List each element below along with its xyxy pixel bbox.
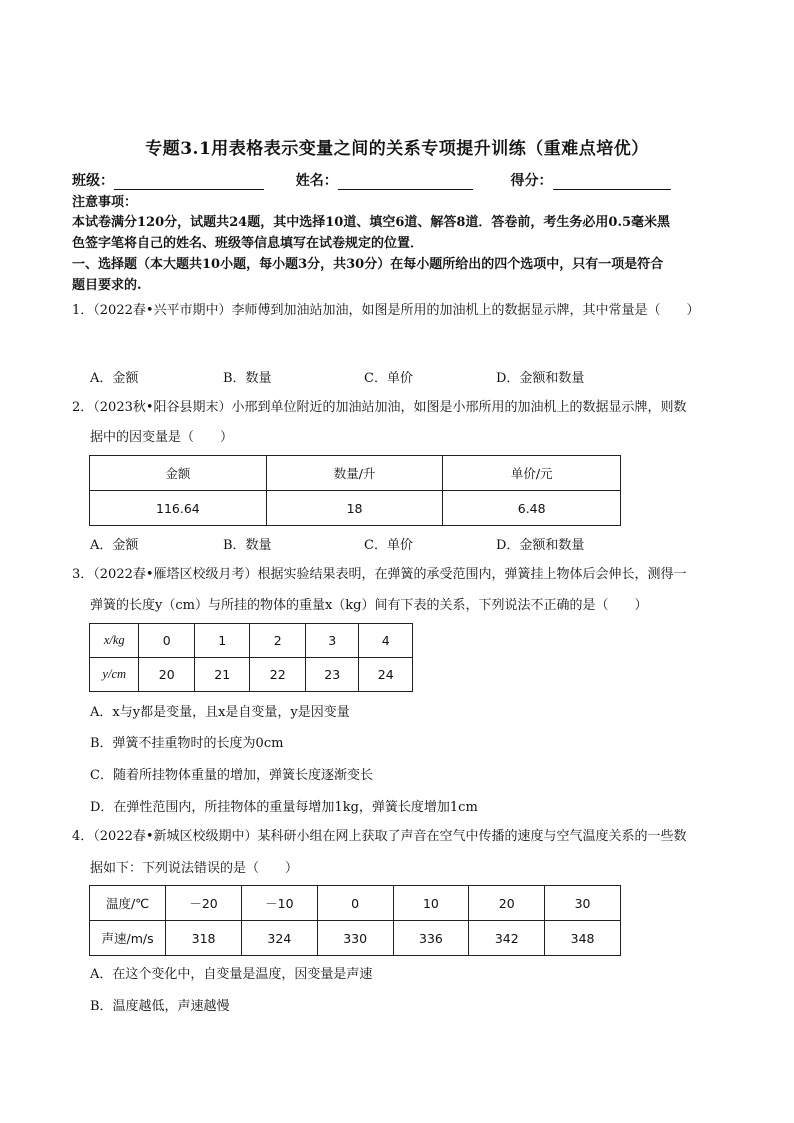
q2-stem-line-1: 2．（2023秋•阳谷县期末）小邢到单位附近的加油站加油，如图是小邢所用的加油机上的数据显示牌，则数: [72, 400, 687, 415]
q3-table: [89, 623, 413, 692]
score-blank[interactable]: [553, 175, 671, 190]
q4-row-speed-label: 声速/m/s: [90, 921, 166, 956]
q4-table: [89, 885, 621, 956]
section-heading-line-2: 题目要求的.: [72, 278, 142, 293]
q2-option-d[interactable]: D．金额和数量: [496, 538, 585, 553]
table-cell: 21: [194, 658, 250, 692]
table-cell: 1: [194, 624, 250, 658]
table-cell: 348: [545, 921, 621, 956]
table-cell: 22: [250, 658, 306, 692]
q1-option-b[interactable]: B．数量: [223, 371, 272, 386]
q2-header-quantity: 数量/升: [266, 456, 443, 491]
q2-value-quantity: 18: [266, 491, 443, 526]
q4-stem-line-2: 据如下：下列说法错误的是（ ）: [90, 861, 299, 876]
q1-option-a[interactable]: A．金额: [90, 371, 139, 386]
name-label: 姓名：: [295, 173, 338, 189]
table-row: [90, 921, 621, 956]
table-cell: 3: [306, 624, 359, 658]
table-cell: 24: [359, 658, 413, 692]
q2-header-amount: 金额: [90, 456, 267, 491]
table-cell: 10: [393, 886, 469, 921]
table-cell: －20: [166, 886, 242, 921]
table-row: [90, 886, 621, 921]
class-label: 班级：: [72, 173, 114, 189]
q3-stem-line-2: 弹簧的长度y（cm）与所挂的物体的重量x（kg）间有下表的关系，下列说法不正确的是（ ）: [90, 598, 648, 613]
table-cell: 336: [393, 921, 469, 956]
name-blank[interactable]: [338, 175, 473, 190]
q3-option-a[interactable]: A．x与y都是变量，且x是自变量，y是因变量: [90, 705, 350, 720]
q3-option-d[interactable]: D．在弹性范围内，所挂物体的重量每增加1kg，弹簧长度增加1cm: [90, 800, 478, 815]
class-blank[interactable]: [114, 175, 264, 190]
table-cell: 20: [469, 886, 545, 921]
notes-heading: 注意事项：: [72, 195, 138, 210]
q4-option-b[interactable]: B．温度越低，声速越慢: [90, 999, 230, 1014]
q2-option-a[interactable]: A．金额: [90, 538, 139, 553]
table-cell: 0: [139, 624, 195, 658]
table-cell: 324: [241, 921, 317, 956]
q3-stem-line-1: 3．（2022春•雁塔区校级月考）根据实验结果表明，在弹簧的承受范围内，弹簧挂上物体后会伸长，测得一: [72, 567, 687, 582]
score-label: 得分：: [510, 173, 553, 189]
student-info-row: [72, 170, 671, 190]
notes-line-1: 本试卷满分120分，试题共24题，其中选择10道、填空6道、解答8道．答卷前，考生务必用0.5毫米黑: [72, 215, 671, 230]
q2-header-price: 单价/元: [443, 456, 621, 491]
table-cell: 342: [469, 921, 545, 956]
q2-table: [89, 455, 621, 526]
table-cell: 20: [139, 658, 195, 692]
q3-option-c[interactable]: C．随着所挂物体重量的增加，弹簧长度逐渐变长: [90, 768, 373, 783]
table-row: [90, 456, 621, 491]
q2-value-amount: 116.64: [90, 491, 267, 526]
q1-options: [90, 367, 730, 387]
table-cell: 0: [317, 886, 393, 921]
table-row: [90, 658, 413, 692]
q2-stem-line-2: 据中的因变量是（ ）: [90, 430, 234, 445]
table-cell: 330: [317, 921, 393, 956]
q2-value-price: 6.48: [443, 491, 621, 526]
q3-row-y-label: y/cm: [90, 658, 139, 692]
notes-line-2: 色签字笔将自己的姓名、班级等信息填写在试卷规定的位置．: [72, 236, 424, 251]
table-cell: 30: [545, 886, 621, 921]
table-cell: 318: [166, 921, 242, 956]
table-cell: 2: [250, 624, 306, 658]
q4-stem-line-1: 4．（2022春•新城区校级期中）某科研小组在网上获取了声音在空气中传播的速度与空气温度关系的一些数: [72, 829, 687, 844]
section-heading-line-1: 一、选择题（本大题共10小题，每小题3分，共30分）在每小题所给出的四个选项中，只有一项是符合: [72, 257, 664, 272]
q4-option-a[interactable]: A．在这个变化中，自变量是温度，因变量是声速: [90, 967, 373, 982]
page-title: 专题3.1用表格表示变量之间的关系专项提升训练（重难点培优）: [145, 139, 649, 159]
q3-option-b[interactable]: B．弹簧不挂重物时的长度为0cm: [90, 736, 284, 751]
q1-stem: 1．（2022春•兴平市期中）李师傅到加油站加油，如图是所用的加油机上的数据显示牌，其中常量是（ ）: [72, 303, 700, 318]
q1-option-c[interactable]: C．单价: [364, 371, 413, 386]
table-cell: 4: [359, 624, 413, 658]
q1-option-d[interactable]: D．金额和数量: [496, 371, 585, 386]
table-row: [90, 624, 413, 658]
q2-options: [90, 534, 730, 554]
q2-option-c[interactable]: C．单价: [364, 538, 413, 553]
q4-row-temp-label: 温度/℃: [90, 886, 166, 921]
q3-row-x-label: x/kg: [90, 624, 139, 658]
table-row: [90, 491, 621, 526]
table-cell: －10: [241, 886, 317, 921]
table-cell: 23: [306, 658, 359, 692]
q2-option-b[interactable]: B．数量: [223, 538, 272, 553]
